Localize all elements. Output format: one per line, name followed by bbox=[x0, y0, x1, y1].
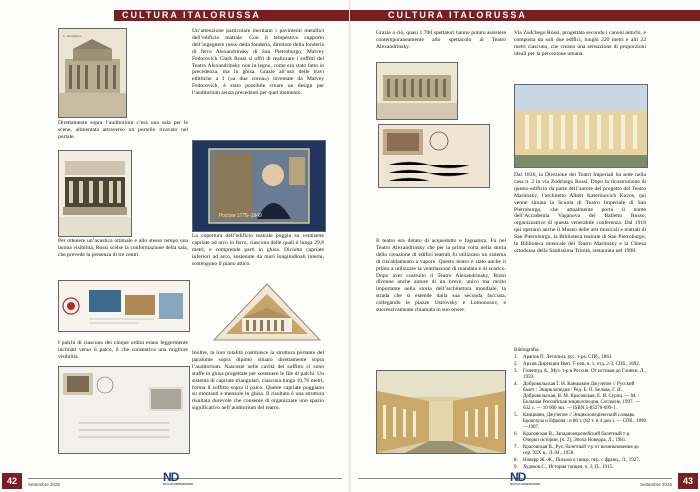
item-number: 8. bbox=[514, 458, 518, 463]
rossi-street-painting bbox=[377, 371, 505, 453]
bibliography-item bbox=[514, 362, 646, 368]
svg-text:С.-Петербургъ: С.-Петербургъ bbox=[63, 34, 82, 38]
section-title: CULTURA ITALORUSSA bbox=[388, 10, 527, 20]
postcard-auditorium-image bbox=[58, 150, 132, 237]
bibliography bbox=[514, 348, 646, 472]
section-title: CULTURA ITALORUSSA bbox=[122, 10, 261, 20]
item-text: Арапов П. Летопись рус. т-ра. СПб., 1861. bbox=[523, 355, 613, 360]
article-text-pavimenti: Un’attenzione particolare meritano i pavimenti metallici dell’edificio teatrale. Con il tempestivo supporto dell’ingegnere russo della fonderia, direttore della fonderia di ferro Alexandrinsky di San Pietroburgo, Matvey Fedorovich Clark Rossi si offrì di realizzare i soffitti del Teatro Alexandrinsky non in legno, come era stato fatto in precedenza, ma in ghisa. Grazie all’uso delle travi ellittiche a I («a due corna») inventate da Matvey Fedorovich, è stato possibile creare un design per l’auditorium senza precedenti per quel momento. bbox=[192, 28, 324, 97]
magazine-logo bbox=[510, 470, 540, 486]
street-painting-image bbox=[376, 370, 506, 454]
postcard-street-image bbox=[376, 62, 458, 120]
bibliography-item bbox=[514, 413, 646, 431]
item-number: 5. bbox=[514, 413, 518, 418]
bibliography-item bbox=[514, 369, 646, 381]
article-text-spettatori: Grazie a ciò, quasi 1.700 spettatori hanno potuto assistere contemporaneamente allo spettacolo al Teatro Alexandrinsky. bbox=[376, 30, 506, 50]
magazine-logo bbox=[163, 470, 193, 486]
item-text: Канциани, Джузеппе // Энциклопедический словарь Брокгауза и Ефрона : в 86 т. (82 т. и 4 доп.). — СПб., 1890—1907. bbox=[523, 413, 646, 430]
caption-acustica: Per ottenere un’acustica ottimale e allo stesso tempo una buona visibilità, Rossi scelse la conformazione della sala, che prevede la presenza di tre centri. bbox=[58, 238, 188, 258]
item-text: Архив Дирекции Имп. Т-ров, в. 1, отд. 2-3, СПб., 1892. bbox=[523, 362, 641, 367]
item-text: Красовская В., Рус. балетный т-р от возникновения до сер. XIX в., Л.-М., 1958. bbox=[523, 445, 639, 456]
article-text-struttura: Inoltre, la loro totalità costituisce la struttura portante del paralume sopra dipinto situato direttamente sopra l’auditorium. Nascoste nelle cavità del soffitto ci sono staffe in ghisa progettate per sostenere le file di palchi. Un sistema di capriate triangolari, ciascuna lunga 10,76 metri, forma il soffitto sopra il palco. Queste capriate poggiano su montanti e mensole in ghisa. Il risultato è una struttura risultata durevole che consente di organizzare uno spazio significativo nell’auditorium del teatro. bbox=[192, 350, 324, 412]
auditorium-illustration bbox=[59, 151, 131, 236]
logo-mark: ND bbox=[510, 470, 526, 484]
envelope-illustration bbox=[59, 367, 189, 453]
triangle-stamp-image bbox=[212, 282, 322, 342]
section-header-band bbox=[114, 10, 350, 21]
logo-tagline: NUOVA DIMENSIONE bbox=[163, 482, 194, 486]
envelope-postmark-image bbox=[378, 124, 490, 188]
logo-mark: ND bbox=[163, 470, 179, 484]
page-number: 42 bbox=[2, 473, 22, 489]
item-text: Красовская В., Западноевропейский балетный т-р. Очерки истории, [ч. 2], Эпоха Новерра, Л., 1981. bbox=[523, 432, 631, 443]
postmark-illustration bbox=[379, 125, 489, 187]
article-text-copertura: La copertura dell’edificio teatrale poggia su ventisette capriate ad arco in ferro, ciascuna delle quali è lunga 29,8 metri, e comprende parti in ghisa. Diciotto capriate inferiori ad arco, sostenute da muri longitudinali interni, sostengono il piano attico. bbox=[192, 233, 324, 267]
bibliography-item bbox=[514, 458, 646, 464]
item-number: 7. bbox=[514, 445, 518, 450]
caption-sala-scene: Direttamente sopra l’auditorium c’era una sala per le scene, alimentata attraverso un portello ricavato nel portale. bbox=[58, 120, 188, 140]
triangle-stamp-illustration bbox=[212, 282, 322, 342]
section-header-band bbox=[350, 10, 700, 21]
page-number: 43 bbox=[678, 473, 698, 489]
stamp-envelope-illustration bbox=[59, 281, 189, 331]
footer-date: Settembre 2025 bbox=[639, 482, 672, 487]
postal-envelope-image bbox=[58, 366, 190, 454]
theatre-photo-image bbox=[514, 84, 648, 168]
postcard-theatre-image bbox=[58, 28, 127, 118]
bibliography-title: Bibliografia: bbox=[514, 348, 540, 353]
article-text-acquedotto: Il teatro era dotato di acquedotto e fognatura. Fu nel Teatro Alexandrinsky che per la prima volta nella storia della creazione di edifici teatrali fu utilizzato un sistema di riscaldamento a vapore. Questo teatro è stato anche il primo a utilizzare la ventilazione di mandata e di scarico. Dopo aver costruito il Teatro Alexandrinsky, Rossi divenne anche autore di un breve, unico ma molto importante nella storia dell’architettura mondiale, la strada che si estende dalla sua seconda facciata, collegando le piazze Ostrovsky e Lomonosov, e successivamente chiamata in suo onore. bbox=[376, 238, 506, 314]
item-text: Худеков С., История танцев, ч. 3, П., 1915. bbox=[523, 465, 614, 470]
item-text: Новерр Ж.-Ж., Письма о танце, пер. с франц., Л., 1927. bbox=[523, 458, 641, 463]
bibliography-list bbox=[514, 355, 646, 471]
bibliography-item bbox=[514, 382, 646, 412]
article-text-via-rossi: Via Zodchego Rossi, progettata secondo i canoni antichi, è composta da soli due edifici, lunghi 220 metri e alti 22 metri ciascuno, che creano una sensazione di proporzioni ideali per la percezione umana. bbox=[514, 30, 646, 57]
right-page bbox=[350, 0, 700, 492]
item-number: 9. bbox=[514, 465, 518, 470]
stamp-caption: Россия 1775–1849 bbox=[219, 213, 262, 219]
item-text: Гозенпуд А., Муз. т-р в России. От истоков до Глинки, Л., 1959. bbox=[523, 369, 646, 380]
footer-date: Settembre 2025 bbox=[28, 482, 61, 487]
item-number: 3. bbox=[514, 369, 518, 374]
theatre-photo-illustration bbox=[515, 85, 647, 167]
item-text: Добровольская Г. Н. Канцыкин Джузеппе // Русский балет : Энциклопедия / Ред. Е. П. Белова, Г. Н. Добровольская, В. М. Красовская, Е. Я. Суриц. — М. : Большая Российская энциклопедия, Согласие, 1997. — 632 с. — 10 000 экз. — ISBN 5-85270-099-1. bbox=[523, 382, 641, 411]
item-number: 6. bbox=[514, 432, 518, 437]
article-text-direzione: Dal 1836, la Direzione dei Teatri Imperiali ha sede nella casa n. 2 in via Zodchego Rossi. Dopo la ricostruzione di questo edificio da parte dell’autore del progetto del Teatro Mariinsky, l’architetto Albert Katerinovich Kavos, qui venne situata la Scuola di Teatro Imperiale di San Pietroburgo, che attualmente porta il nome dell’Accademia Vaganova del Balletto Russo, organizzatrice di questa venerabile conferenza. Dal 1918 qui operano anche il Museo delle arti musicali e teatrali di San Pietroburgo, la Biblioteca teatrale di San Pietroburgo, la Biblioteca musicale del Teatro Mariinsky e la Chiesa ortodossa della Santissima Trinità, restaurata nel 1998. bbox=[514, 172, 646, 254]
rossi-portrait-stamp-image bbox=[192, 140, 326, 232]
bibliography-item bbox=[514, 355, 646, 361]
postmark-envelope-image bbox=[58, 280, 190, 332]
bibliography-item bbox=[514, 445, 646, 457]
item-number: 1. bbox=[514, 355, 518, 360]
caption-palchi: I palchi di ciascuno dei cinque ordini erano leggermente inclinati verso il palco, il che consentiva una migliore visibilità. bbox=[58, 340, 188, 360]
item-number: 2. bbox=[514, 362, 518, 367]
street-postcard-illustration bbox=[377, 63, 457, 119]
item-number: 4. bbox=[514, 382, 518, 387]
logo-tagline: NUOVA DIMENSIONE bbox=[510, 482, 541, 486]
theatre-facade-illustration bbox=[59, 29, 126, 117]
bibliography-item bbox=[514, 432, 646, 444]
